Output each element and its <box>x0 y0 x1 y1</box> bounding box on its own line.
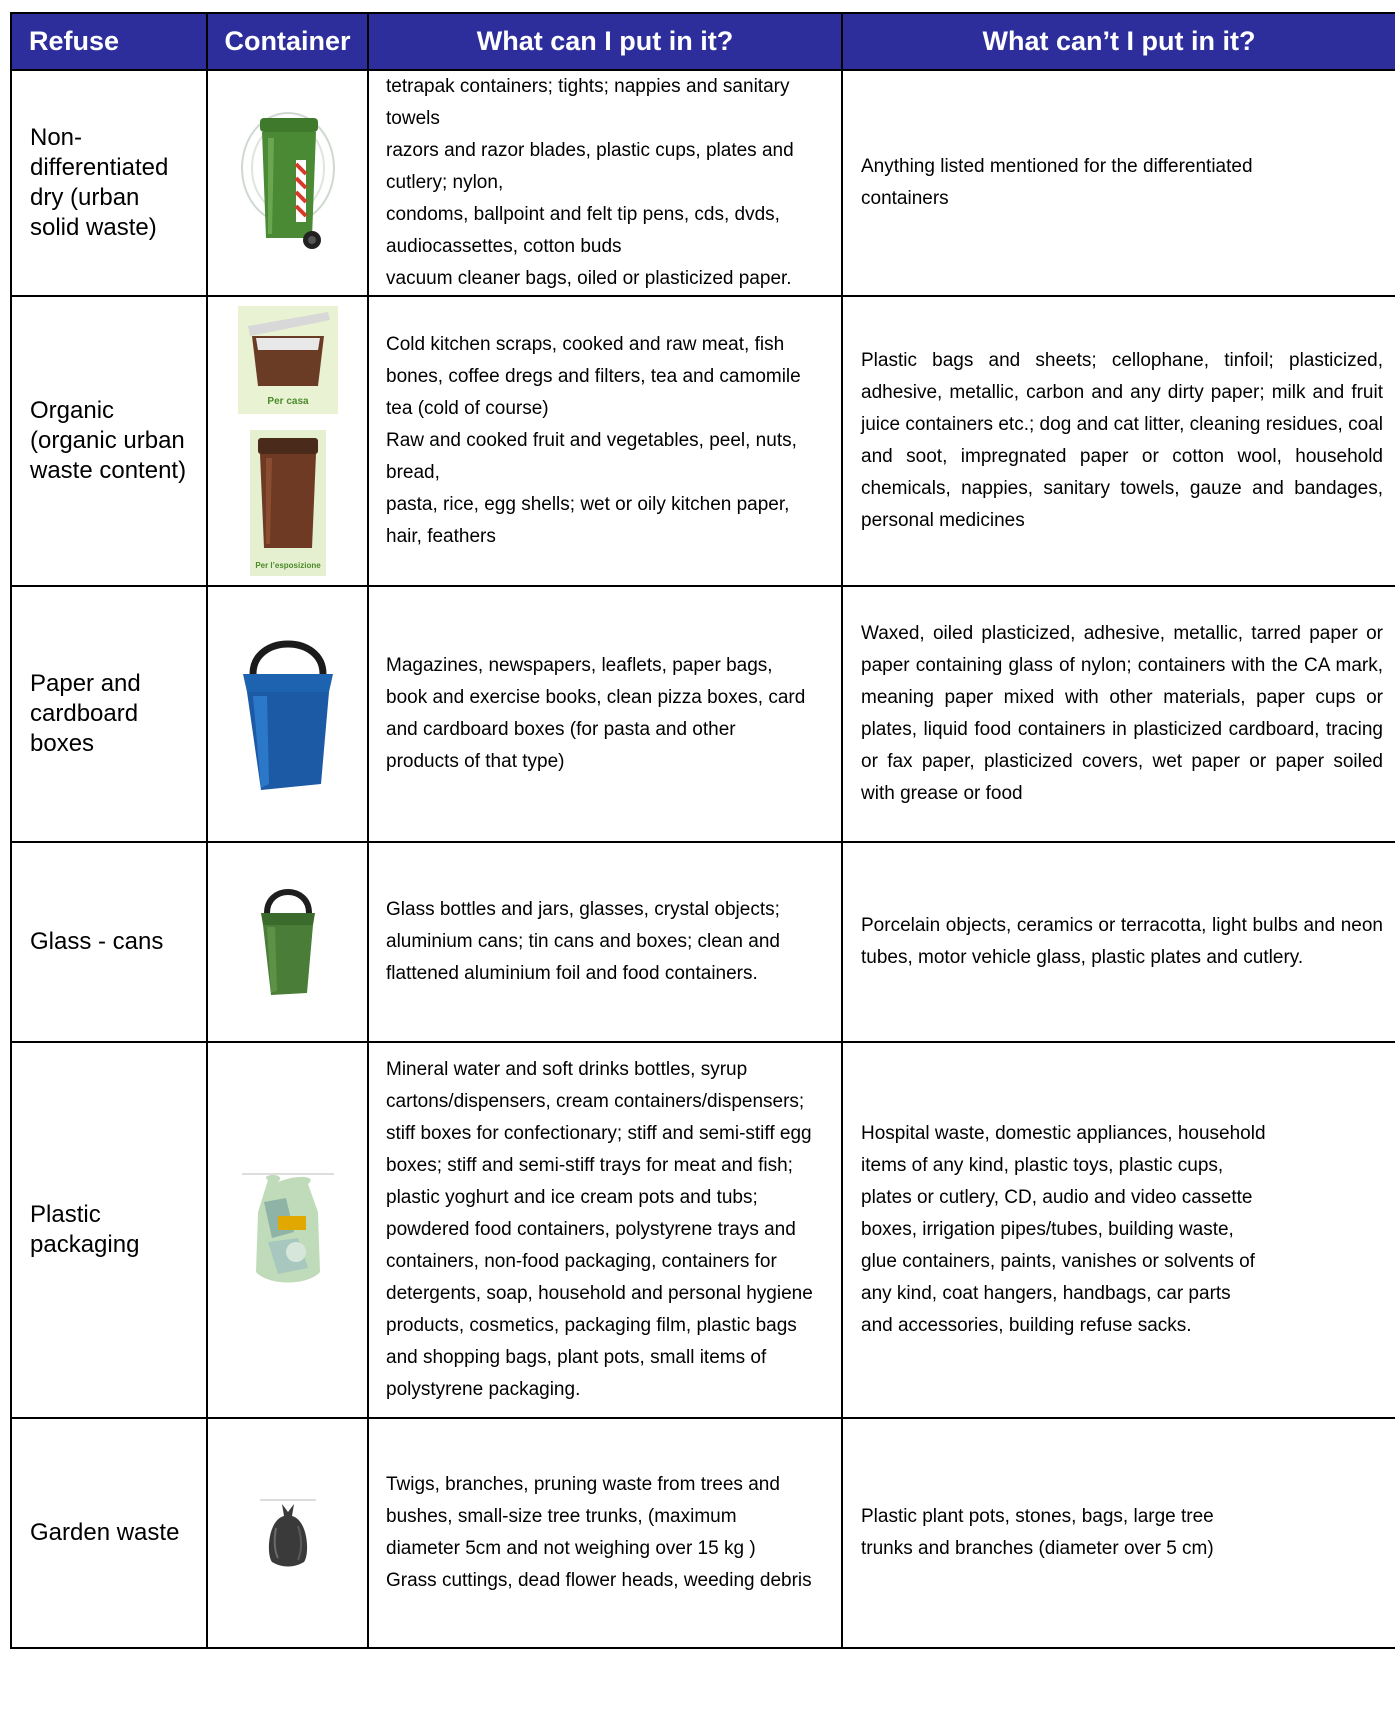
per-casa-caption: Per casa <box>266 396 309 407</box>
refuse-category: Organic (organic urban waste content) <box>11 296 207 586</box>
header-what-can: What can I put in it? <box>368 13 842 70</box>
refuse-category: Garden waste <box>11 1418 207 1648</box>
what-can-text: Twigs, branches, pruning waste from trees and bushes, small-size tree trunks, (maximum diameter 5cm and not weighing over 15 kg ) Grass cuttings, dead flower heads, weeding debris <box>368 1418 842 1648</box>
what-can-text: tetrapak containers; tights; nappies and sanitary towels razors and razor blades, plastic cups, plates and cutlery; nylon, condoms, ballpoint and felt tip pens, cds, dvds, audiocassettes, cotton buds vacuum cleaner bags, oiled or plasticized paper. <box>368 70 842 296</box>
container-cell <box>207 586 368 842</box>
what-cant-text: Plastic bags and sheets; cellophane, tinfoil; plasticized, adhesive, metallic, carbon and any dirty paper; milk and fruit juice containers etc.; dog and cat litter, cleaning residues, coal and soot, impregnated paper or cotton wool, household chemicals, nappies, sanitary towels, gauze and bandages, personal medicines <box>842 296 1395 586</box>
table-row <box>11 1418 1395 1648</box>
what-cant-text: Waxed, oiled plasticized, adhesive, metallic, tarred paper or paper containing glass of nylon; containers with the CA mark, meaning paper mixed with other materials, paper cups or plates, liquid food containers in plasticized cardboard, tracing or fax paper, plasticized covers, wet paper or paper soiled with grease or food <box>842 586 1395 842</box>
container-cell <box>207 1418 368 1648</box>
brown-organic-bins-icon <box>208 306 367 576</box>
what-cant-text: Plastic plant pots, stones, bags, large tree trunks and branches (diameter over 5 cm) <box>842 1418 1395 1648</box>
container-cell <box>207 1042 368 1418</box>
header-what-cant: What can’t I put in it? <box>842 13 1395 70</box>
header-refuse: Refuse <box>11 13 207 70</box>
table-header-row <box>11 13 1395 70</box>
what-can-text: Mineral water and soft drinks bottles, syrup cartons/dispensers, cream containers/dispensers; stiff boxes for confectionary; stiff and semi-stiff egg boxes; stiff and semi-stiff trays for meat and fish; plastic yoghurt and ice cream pots and tubs; powdered food containers, polystyrene trays and containers, non-food packaging, containers for detergents, soap, household and personal hygiene products, cosmetics, packaging film, plastic bags and shopping bags, plant pots, small items of polystyrene packaging. <box>368 1042 842 1418</box>
table-row <box>11 70 1395 296</box>
what-cant-text: Anything listed mentioned for the differentiated containers <box>842 70 1395 296</box>
container-cell <box>207 296 368 586</box>
what-cant-text: Porcelain objects, ceramics or terracotta, light bulbs and neon tubes, motor vehicle glass, plastic plates and cutlery. <box>842 842 1395 1042</box>
green-glass-bin-icon <box>208 887 367 997</box>
green-wheelie-bin-icon <box>208 108 367 258</box>
per-esposizione-caption: Per l’esposizione <box>254 561 321 570</box>
header-container: Container <box>207 13 368 70</box>
plastic-sack-icon <box>208 1172 367 1288</box>
table-row <box>11 296 1395 586</box>
black-garbage-bag-icon <box>208 1498 367 1568</box>
table-row <box>11 842 1395 1042</box>
table-row <box>11 1042 1395 1418</box>
refuse-category: Glass - cans <box>11 842 207 1042</box>
table-row <box>11 586 1395 842</box>
what-cant-text: Hospital waste, domestic appliances, household items of any kind, plastic toys, plastic cups, plates or cutlery, CD, audio and video cassette boxes, irrigation pipes/tubes, building waste, glue containers, paints, vanishes or solvents of any kind, coat hangers, handbags, car parts and accessories, building refuse sacks. <box>842 1042 1395 1418</box>
refuse-category: Non- differentiated dry (urban solid waste) <box>11 70 207 296</box>
blue-paper-bin-icon <box>208 634 367 794</box>
what-can-text: Cold kitchen scraps, cooked and raw meat, fish bones, coffee dregs and filters, tea and camomile tea (cold of course) Raw and cooked fruit and vegetables, peel, nuts, bread, pasta, rice, egg shells; wet or oily kitchen paper, hair, feathers <box>368 296 842 586</box>
refuse-category: Paper and cardboard boxes <box>11 586 207 842</box>
what-can-text: Magazines, newspapers, leaflets, paper bags, book and exercise books, clean pizza boxes, card and cardboard boxes (for pasta and other products of that type) <box>368 586 842 842</box>
waste-sorting-table <box>10 12 1395 1649</box>
container-cell <box>207 842 368 1042</box>
waste-sorting-table-sheet <box>10 12 1395 1717</box>
container-cell <box>207 70 368 296</box>
refuse-category: Plastic packaging <box>11 1042 207 1418</box>
what-can-text: Glass bottles and jars, glasses, crystal objects; aluminium cans; tin cans and boxes; clean and flattened aluminium foil and food containers. <box>368 842 842 1042</box>
